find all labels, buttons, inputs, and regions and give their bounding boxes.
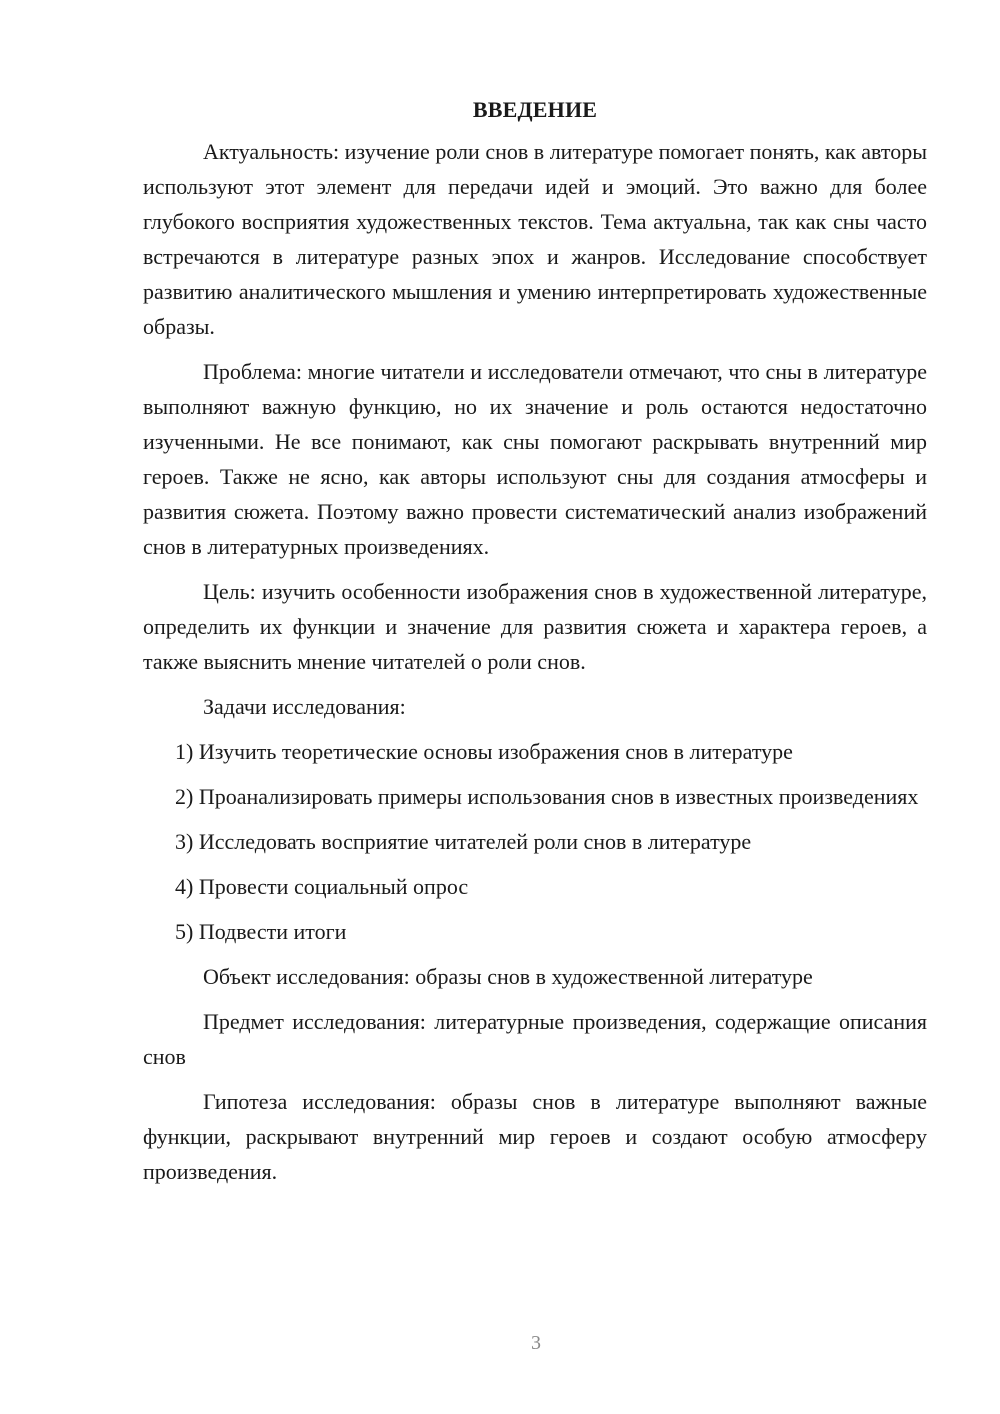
hypothesis-paragraph: Гипотеза исследования: образы снов в литературе выполняют важные функции, раскрывают внутренний мир героев и создают особую атмосферу произведения. — [143, 1089, 927, 1184]
tasks-title: Задачи исследования: — [203, 694, 406, 719]
object-paragraph: Объект исследования: образы снов в художественной литературе — [203, 964, 813, 989]
page-number: 3 — [531, 1332, 541, 1354]
task-item: 2) Проанализировать примеры использования снов в известных произведениях — [175, 784, 919, 809]
section-heading: ВВЕДЕНИЕ — [472, 97, 598, 122]
relevance-paragraph: Актуальность: изучение роли снов в литературе помогает понять, как авторы используют этот элемент для передачи идей и эмоций. Это важно для более глубокого восприятия художественных текстов. Тема актуальна, так как сны часто встречаются в литературе разных эпох и жанров. Исследование способствует развитию аналитического мышления и умению интерпретировать художественные образы. — [143, 139, 927, 339]
subject-paragraph: Предмет исследования: литературные произведения, содержащие описания снов — [143, 1009, 927, 1069]
document-page — [143, 92, 927, 1199]
problem-paragraph: Проблема: многие читатели и исследователи отмечают, что сны в литературе выполняют важную функцию, но их значение и роль остаются недостаточно изученными. Не все понимают, как сны помогают раскрывать внутренний мир героев. Также не ясно, как авторы используют сны для создания атмосферы и развития сюжета. Поэтому важно провести систематический анализ изображений снов в литературных произведениях. — [143, 359, 927, 559]
task-item: 1) Изучить теоретические основы изображения снов в литературе — [175, 739, 793, 764]
task-item: 5) Подвести итоги — [175, 919, 347, 944]
task-item: 3) Исследовать восприятие читателей роли снов в литературе — [175, 829, 752, 854]
goal-paragraph: Цель: изучить особенности изображения снов в художественной литературе, определить их функции и значение для развития сюжета и характера героев, а также выяснить мнение читателей о роли снов. — [143, 579, 927, 674]
task-item: 4) Провести социальный опрос — [175, 874, 469, 899]
